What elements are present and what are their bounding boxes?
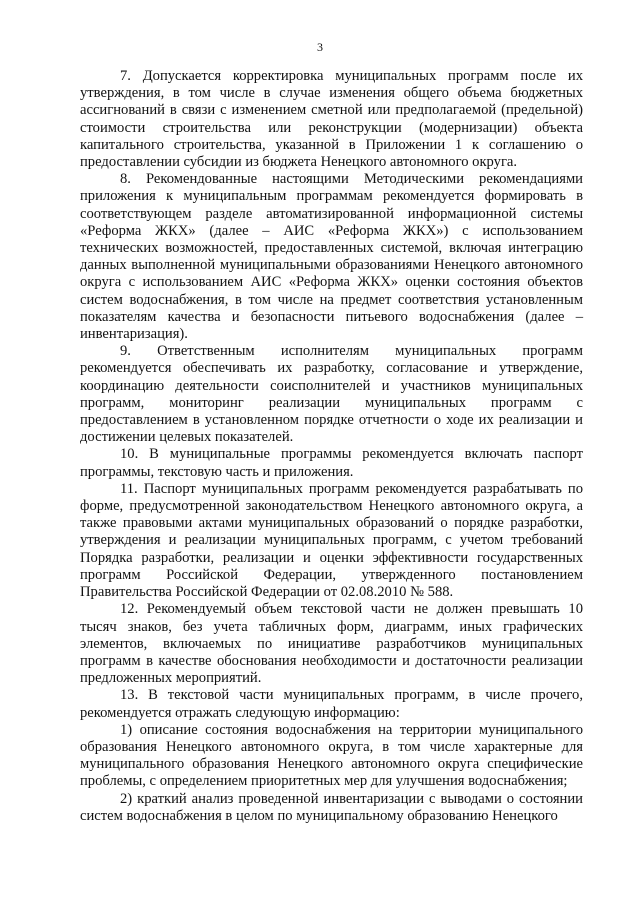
paragraph-7: 7. Допускается корректировка муниципальных программ после их утверждения, в том числе в случае изменения общего объема бюджетных ассигнований в связи с изменением сметной или предполагаемой (предельной) стоимости строительства или реконструкции (модернизации) объекта капитального строительства, указанной в Приложении 1 к соглашению о предоставлении субсидии из бюджета Ненецкого автономного округа. (80, 68, 583, 171)
paragraph-10: 10. В муниципальные программы рекомендуется включать паспорт программы, текстовую часть и приложения. (80, 446, 583, 480)
list-item-2: 2) краткий анализ проведенной инвентаризации с выводами о состоянии систем водоснабжения в целом по муниципальному образованию Ненецкого (80, 790, 583, 824)
list-item-1: 1) описание состояния водоснабжения на территории муниципального образования Ненецкого автономного округа, в том числе характерные для муниципального образования Ненецкого автономного округа специфические проблемы, с определением приоритетных мер для улучшения водоснабжения; (80, 721, 583, 790)
paragraph-13: 13. В текстовой части муниципальных программ, в числе прочего, рекомендуется отражать следующую информацию: (80, 687, 583, 721)
document-body (80, 68, 583, 825)
page-number: 3 (317, 40, 323, 54)
paragraph-11: 11. Паспорт муниципальных программ рекомендуется разрабатывать по форме, предусмотренной законодательством Ненецкого автономного округа, а также правовыми актами муниципальных образований о порядке разработки, утверждения и реализации муниципальных программ, с учетом требований Порядка разработки, реализации и оценки эффективности государственных программ Российской Федерации, утвержденного постановлением Правительства Российской Федерации от 02.08.2010 № 588. (80, 480, 583, 601)
paragraph-12: 12. Рекомендуемый объем текстовой части не должен превышать 10 тысяч знаков, без учета табличных форм, диаграмм, иных графических элементов, включаемых по инициативе разработчиков муниципальных программ в качестве обоснования необходимости и достаточности реализации предложенных мероприятий. (80, 601, 583, 687)
paragraph-9: 9. Ответственным исполнителям муниципальных программ рекомендуется обеспечивать их разработку, согласование и утверждение, координацию деятельности соисполнителей и участников муниципальных программ, мониторинг реализации муниципальных программ с предоставлением в установленном порядке отчетности о ходе их реализации и достижении целевых показателей. (80, 343, 583, 446)
paragraph-8: 8. Рекомендованные настоящими Методическими рекомендациями приложения к муниципальным программам рекомендуется формировать в соответствующем разделе автоматизированной информационной системы «Реформа ЖКХ» (далее – АИС «Реформа ЖКХ») с использованием технических возможностей, предоставленных системой, включая интеграцию данных выполненной муниципальными образованиями Ненецкого автономного округа с использованием АИС «Реформа ЖКХ» оценки состояния объектов систем водоснабжения, в том числе на предмет соответствия установленным показателям качества и безопасности питьевого водоснабжения (далее – инвентаризация). (80, 171, 583, 343)
